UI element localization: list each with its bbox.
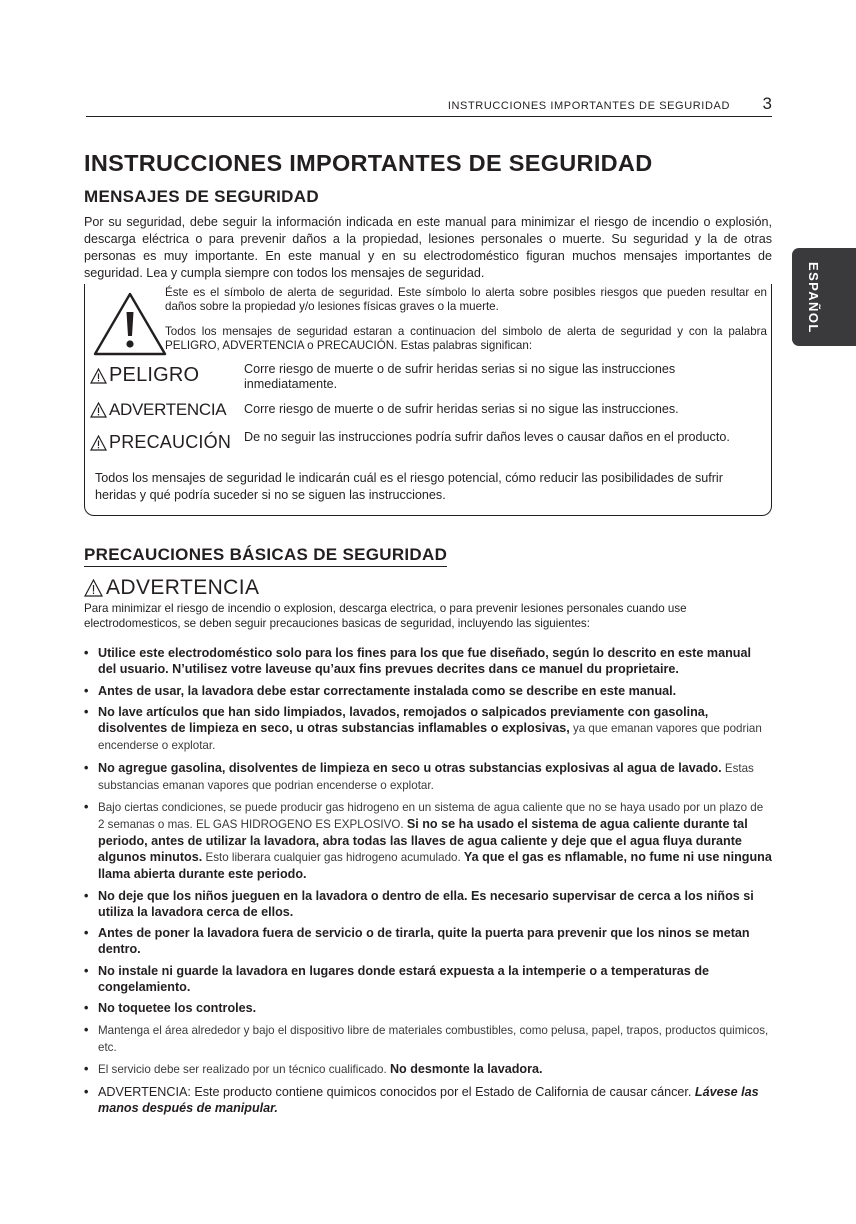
precaution-item [84,645,772,677]
precaution-text: No desmonte la lavadora. [389,1062,543,1076]
running-title: INSTRUCCIONES IMPORTANTES DE SEGURIDAD [447,100,730,112]
precaution-item [84,1061,772,1078]
precaution-item [84,1022,772,1056]
section-heading-safety-messages: MENSAJES DE SEGURIDAD [84,187,319,206]
language-tab-label: ESPAÑOL [806,262,821,334]
precaution-text: El servicio debe ser realizado por un técnico cualificado. [98,1063,390,1076]
signal-word-advertencia [90,400,226,420]
precaution-text: ADVERTENCIA: [98,1084,191,1099]
precaution-text: Antes de usar, la lavadora debe estar correctamente instalada como se describe en este manual. [98,683,677,698]
signal-word-precaucion [90,432,231,453]
precaution-text: No agregue gasolina, disolventes de limpieza en seco u otras substancias explosivas al agua de lavado. [98,760,722,775]
precaution-text: Si no se ha usado el sistema de agua caliente durante tal periodo, antes de utilizar la lavadora, abra todas las llaves de agua caliente y deje que el agua fluya durante algunos minutos. [98,817,748,864]
precaution-item [84,799,772,882]
precaution-text: Antes de poner la lavadora fuera de servicio o de tirarla, quite la puerta para prevenir que los ninos se metan dentro. [98,926,750,956]
warning-triangle-icon [90,368,107,384]
precaution-item [84,1000,772,1016]
precaution-item [84,888,772,920]
precaution-text: No instale ni guarde la lavadora en lugares donde estará expuesta a la intemperie o a temperaturas de congelamiento. [98,963,710,994]
warning-triangle-icon [90,435,107,451]
signal-meaning: Corre riesgo de muerte o de sufrir heridas serias si no sigue las instrucciones inmediatamente. [244,362,676,391]
page-content [84,146,772,1121]
precaution-item [84,963,772,995]
precautions-list [84,645,772,1116]
signal-meaning: Corre riesgo de muerte o de sufrir heridas serias si no sigue las instrucciones. [244,402,679,416]
section-heading-basic-precautions: PRECAUCIONES BÁSICAS DE SEGURIDAD [84,544,447,567]
signal-meaning: De no seguir las instrucciones podría sufrir daños leves o causar daños en el producto. [244,430,730,444]
safety-alert-icon [91,290,169,358]
precaution-text: Esto liberara cualquier gas hidrogeno acumulado. [202,851,464,864]
warning-triangle-icon [84,579,103,597]
precaution-item [84,760,772,794]
precaution-item [84,704,772,754]
precaution-text: Bajo ciertas condiciones, se puede producir gas hidrogeno en un sistema de agua caliente que no se haya usado por un plazo de 2 semanas o mas. EL GAS HIDROGENO ES EXPLOSIVO. [98,801,764,831]
warning-intro: Para minimizar el riesgo de incendio o explosion, descarga electrica, o para prevenir lesiones personales cuando use electrodomesticos, se deben seguir precauciones basicas de seguridad, incluyendo las siguientes: [84,602,687,630]
warning-title [84,575,772,601]
signal-word-label: ADVERTENCIA [109,400,227,419]
precaution-item [84,1084,772,1116]
precaution-text: Ya que el gas es nflamable, no fume ni use ninguna llama abierta durante este periodo. [98,850,772,881]
precaution-text: Utilice este electrodoméstico solo para los fines para los que fue diseñado, según lo descrito en este manual del usuario. N’utilisez votre laveuse qu’aux fins prevues decrites dans ce manuel du proprietaire. [98,646,751,676]
signal-word-peligro [90,364,199,387]
warning-triangle-icon [90,402,107,418]
language-tab [792,248,856,346]
page-title: INSTRUCCIONES IMPORTANTES DE SEGURIDAD [84,150,653,176]
precaution-text: No toquetee los controles. [98,1001,257,1015]
running-header [86,94,772,117]
precaution-text: No lave artículos que han sido limpiados, lavados, remojados o salpicados previamente con gasolina, disolventes de limpieza en seco, u otras substancias inflamables o explosivas, [98,705,709,735]
signal-word-label: PELIGRO [109,364,200,386]
alert-footer-text: Todos los mensajes de seguridad le indicarán cuál es el riesgo potencial, cómo reducir las posibilidades de sufrir heridas y qué podría suceder si no se siguen las instrucciones. [95,471,723,502]
warning-title-label: ADVERTENCIA [106,576,260,599]
safety-intro: Por su seguridad, debe seguir la información indicada en este manual para minimizar el riesgo de incendio o explosión, descarga eléctrica o para prevenir daños a la propiedad, lesiones personales o muerte. Su seguridad y la de otras personas es muy importante. En este manual y en su electrodoméstico figuran muchos mensajes importantes de seguridad. Lea y cumpla siempre con todos los mensajes de seguridad. [84,215,772,280]
precaution-text: Mantenga el área alrededor y bajo el dispositivo libre de materiales combustibles, como pelusa, papel, trapos, productos quimicos, etc. [98,1023,769,1054]
precaution-item [84,683,772,699]
precaution-text: Este producto contiene quimicos conocidos por el Estado de California de causar cáncer. [190,1084,695,1099]
precaution-text: No deje que los niños jueguen en la lavadora o dentro de ella. Es necesario supervisar de cerca a los niños si utiliza la lavadora cerca de ellos. [98,888,754,919]
page-number: 3 [762,94,772,113]
alert-symbol-text: Éste es el símbolo de alerta de seguridad. Este símbolo lo alerta sobre posibles riesgos que pueden resultar en daños sobre la propiedad y/o lesiones físicas graves o la muerte. [165,286,767,313]
precaution-text: Estas substancias emanan vapores que podrian encenderse o explotar. [98,761,754,792]
safety-alert-box [84,284,772,516]
precaution-text: ya que emanan vapores que podrian encenderse o explotar. [98,722,762,752]
signal-word-label: PRECAUCIÓN [109,432,232,452]
precaution-text: Lávese las manos después de manipular. [98,1084,759,1115]
alert-follow-text: Todos los mensajes de seguridad estaran a continuacion del simbolo de alerta de seguridad y con la palabra PELIGRO, ADVERTENCIA o PRECAUCIÓN. Estas palabras significan: [165,325,767,352]
precaution-item [84,925,772,957]
